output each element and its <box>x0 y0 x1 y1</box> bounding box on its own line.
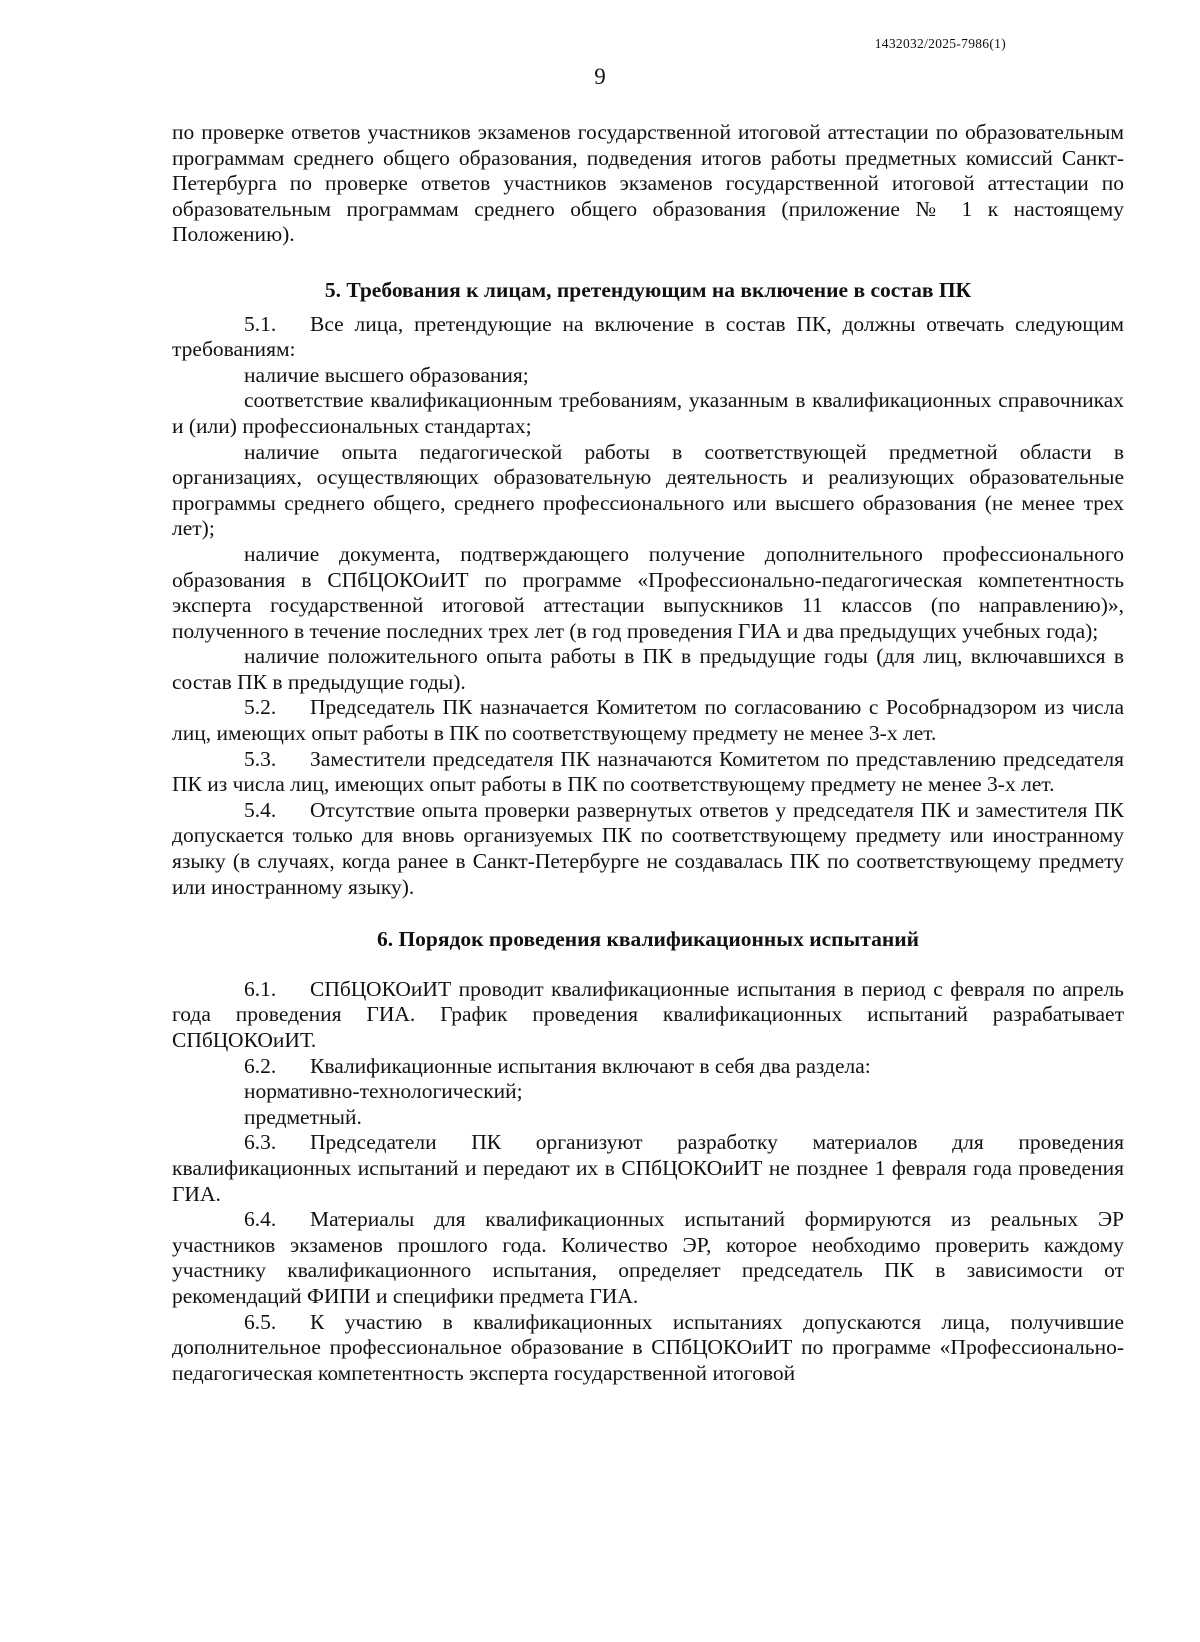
clause-text: Материалы для квалификационных испытаний формируются из реальных ЭР участников экзаменов прошлого года. Количество ЭР, которое необходимо проверить каждому участнику квалификационного испытания, определяет председатель ПК в зависимости от рекомендаций ФИПИ и специфики предмета ГИА. <box>172 1207 1124 1308</box>
clause-text: Председатели ПК организуют разработку материалов для проведения квалификационных испытаний и передают их в СПбЦОКОиИТ не позднее 1 февраля года проведения ГИА. <box>172 1130 1124 1206</box>
clause-number: 5.4. <box>244 797 277 822</box>
clause-text: СПбЦОКОиИТ проводит квалификационные испытания в период с февраля по апрель года проведения ГИА. График проведения квалификационных испытаний разрабатывает СПбЦОКОиИТ. <box>172 976 1124 1052</box>
clause-6-5 <box>172 1310 1124 1387</box>
requirement-item: наличие высшего образования; <box>244 362 529 387</box>
clause-number: 5.2. <box>244 695 277 720</box>
clause-6-2 <box>172 1054 1124 1080</box>
exam-part-item: нормативно-технологический; <box>244 1079 523 1104</box>
clause-number: 6.1. <box>244 976 277 1001</box>
requirement-item: наличие опыта педагогической работы в соответствующей предметной области в организациях, осуществляющих образовательную деятельность и реализующих образовательные программы среднего общего, среднего профессионального или высшего образования (не менее трех лет); <box>172 439 1124 541</box>
clause-6-1 <box>172 977 1124 1054</box>
clause-6-4 <box>172 1207 1124 1309</box>
page-number: 9 <box>594 64 606 89</box>
section-6-heading: 6. Порядок проведения квалификационных испытаний <box>376 927 920 952</box>
intro-paragraph: по проверке ответов участников экзаменов государственной итоговой аттестации по образовательным программам среднего общего образования, подведения итогов работы предметных комиссий Санкт-Петербурга по проверке ответов участников экзаменов государственной итоговой аттестации по образовательным программам среднего общего образования (приложение № 1 к настоящему Положению). <box>172 120 1124 247</box>
clause-5-3 <box>172 747 1124 798</box>
requirement-item: наличие положительного опыта работы в ПК в предыдущие годы (для лиц, включавшихся в состав ПК в предыдущие годы). <box>172 644 1124 694</box>
clause-number: 6.3. <box>244 1130 277 1155</box>
requirement-item: соответствие квалификационным требованиям, указанным в квалификационных справочниках и (или) профессиональных стандартах; <box>172 388 1124 438</box>
clause-text: К участию в квалификационных испытаниях допускаются лица, получившие дополнительное профессиональное образование в СПбЦОКОиИТ по программе «Профессионально-педагогическая компетентность эксперта государственной итоговой <box>172 1309 1124 1385</box>
document-body <box>172 120 1124 1386</box>
clause-5-2 <box>172 695 1124 746</box>
clause-text: Председатель ПК назначается Комитетом по согласованию с Рособрнадзором из числа лиц, имеющих опыт работы в ПК по соответствующему предмету не менее 3-х лет. <box>172 695 1124 746</box>
clause-number: 5.3. <box>244 746 277 771</box>
clause-number: 6.5. <box>244 1309 277 1334</box>
requirement-item: наличие документа, подтверждающего получение дополнительного профессионального образования в СПбЦОКОиИТ по программе «Профессионально-педагогическая компетентность эксперта государственной итоговой аттестации выпускников 11 классов (по направлению)», полученного в течение последних трех лет (в год проведения ГИА и два предыдущих учебных года); <box>172 541 1124 643</box>
clause-5-4 <box>172 798 1124 900</box>
clause-number: 6.2. <box>244 1053 277 1078</box>
clause-text: Квалификационные испытания включают в себя два раздела: <box>310 1053 871 1078</box>
clause-number: 5.1. <box>244 311 277 336</box>
document-number: 1432032/2025-7986(1) <box>874 36 1006 51</box>
clause-text: Отсутствие опыта проверки развернутых ответов у председателя ПК и заместителя ПК допускается только для вновь организуемых ПК по соответствующему предмету или иностранному языку (в случаях, когда ранее в Санкт-Петербурге не создавалась ПК по соответствующему предмету или иностранному языку). <box>172 797 1124 899</box>
clause-number: 6.4. <box>244 1207 277 1232</box>
clause-5-1 <box>172 312 1124 363</box>
exam-part-item: предметный. <box>244 1104 362 1129</box>
section-5-heading: 5. Требования к лицам, претендующим на включение в состав ПК <box>324 277 972 302</box>
clause-text: Заместители председателя ПК назначаются Комитетом по представлению председателя ПК из числа лиц, имеющих опыт работы в ПК по соответствующему предмету не менее 3-х лет. <box>172 746 1124 797</box>
clause-6-3 <box>172 1130 1124 1207</box>
clause-text: Все лица, претендующие на включение в состав ПК, должны отвечать следующим требованиям: <box>172 311 1124 362</box>
